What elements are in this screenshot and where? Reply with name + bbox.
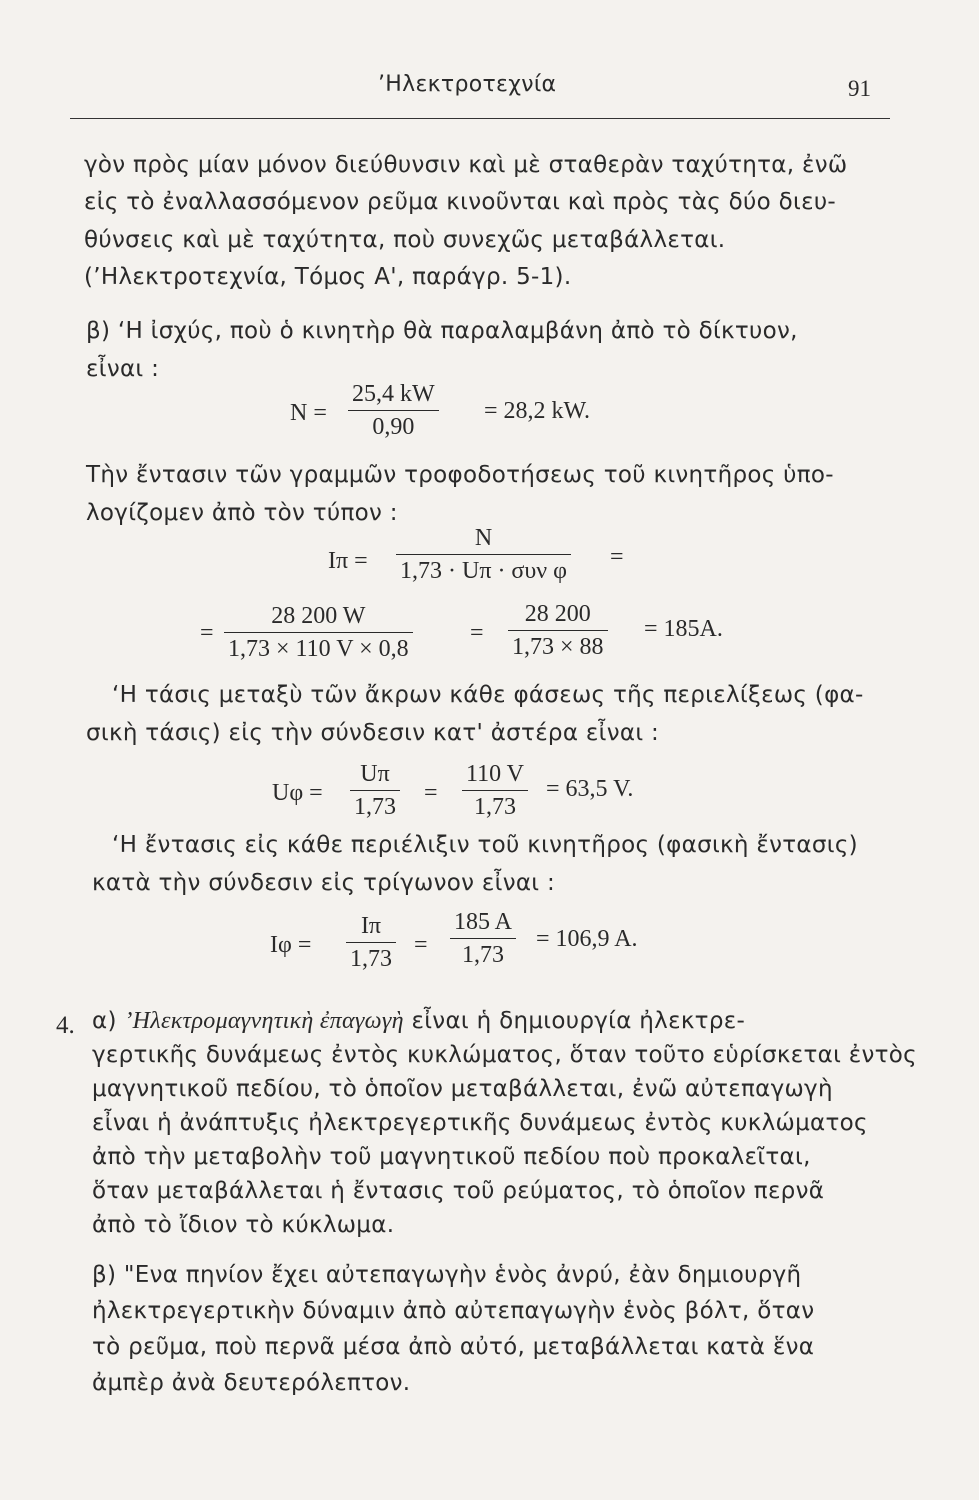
eq2-numerator: N [474, 525, 493, 551]
eq5-rhs: = 106,9 A. [536, 926, 638, 952]
para2-line2: εἶναι : [86, 356, 160, 382]
section4b-line1: β) "Ενα πηνίον ἔχει αὐτεπαγωγὴν ἑνὸς ἀνρύ, ἐὰν δημιουργῆ [92, 1262, 802, 1288]
eq3-denominator2: 1,73 × 88 [512, 634, 604, 660]
eq1-lhs: N = [290, 400, 327, 426]
eq5-numerator2: 185 A [454, 909, 513, 935]
eq5-denominator2: 1,73 [462, 942, 504, 968]
eq5-fraction1 [346, 914, 396, 971]
section4b-line2: ἠλεκτρεγερτικὴν δύναμιν ἀπὸ αὐτεπαγωγὴν ἑνὸς βόλτ, ὅταν [92, 1298, 815, 1324]
para5-line1: ‘Η ἔντασις εἰς κάθε περιέλιξιν τοῦ κινητῆρος (φασικὴ ἔντασις) [112, 832, 858, 858]
para4-line2: σικὴ τάσις) εἰς τὴν σύνδεσιν κατ' ἀστέρα εἶναι : [86, 720, 660, 746]
eq2-lhs: Iπ = [328, 548, 368, 574]
eq4-denominator2: 1,73 [474, 794, 516, 820]
header-rule [70, 118, 890, 119]
eq1-fraction [348, 382, 439, 439]
eq2-rhs: = [610, 544, 624, 570]
eq3-fraction2 [508, 602, 608, 659]
section4a-line1-rest: εἶναι ἡ δημιουργία ἠλεκτρε- [411, 1008, 746, 1034]
eq2-denominator: 1,73 · Uπ · συν φ [400, 558, 567, 584]
eq5-fraction2 [450, 910, 516, 967]
para3-line2: λογίζομεν ἀπὸ τὸν τύπον : [86, 500, 398, 526]
eq5-lhs: Iφ = [270, 932, 312, 958]
para3-line1: Τὴν ἔντασιν τῶν γραμμῶν τροφοδοτήσεως τοῦ κινητῆρος ὑπο- [86, 462, 834, 488]
eq3-denominator1: 1,73 × 110 V × 0,8 [228, 636, 409, 662]
eq3-numerator2: 28 200 [524, 601, 591, 627]
eq1-denominator: 0,90 [372, 414, 415, 440]
eq5-mid-equals: = [414, 932, 428, 958]
eq3-fraction1 [224, 604, 413, 661]
eq3-mid-equals: = [470, 620, 484, 646]
section4a-line3: μαγνητικοῦ πεδίου, τὸ ὁποῖον μεταβάλλεται, ἐνῶ αὐτεπαγωγὴ [92, 1076, 833, 1102]
eq2-fraction [396, 526, 571, 583]
section4a-line4: εἶναι ἡ ἀνάπτυξις ἠλεκτρεγερτικῆς δυνάμεως ἐντὸς κυκλώματος [92, 1110, 868, 1136]
eq1-rhs: = 28,2 kW. [484, 398, 590, 424]
eq5-numerator1: Iπ [360, 913, 382, 939]
section4a-label: α) [92, 1008, 117, 1034]
eq5-denominator1: 1,73 [350, 946, 392, 972]
eq4-numerator2: 110 V [466, 761, 525, 787]
section4b-line4: ἀμπὲρ ἀνὰ δευτερόλεπτον. [92, 1370, 411, 1396]
para5-line2: κατὰ τὴν σύνδεσιν εἰς τρίγωνον εἶναι : [92, 870, 556, 896]
eq3-lhs: = [200, 620, 214, 646]
section4a-line1 [92, 1008, 745, 1035]
eq3-rhs: = 185A. [644, 616, 723, 642]
eq1-numerator: 25,4 kW [352, 381, 435, 407]
eq4-numerator1: Uπ [360, 761, 390, 787]
eq4-fraction1 [350, 762, 400, 819]
eq4-lhs: Uφ = [272, 780, 323, 806]
section4a-line7: ἀπὸ τὸ ἴδιον τὸ κύκλωμα. [92, 1212, 395, 1238]
section4a-line5: ἀπὸ τὴν μεταβολὴν τοῦ μαγνητικοῦ πεδίου ποὺ προκαλεῖται, [92, 1144, 811, 1170]
para1-line1: γὸν πρὸς μίαν μόνον διεύθυνσιν καὶ μὲ σταθερὰν ταχύτητα, ἐνῶ [84, 152, 848, 178]
running-header-title: ’Ηλεκτροτεχνία [378, 72, 557, 97]
eq3-numerator1: 28 200 W [271, 603, 366, 629]
para1-line4: (’Ηλεκτροτεχνία, Τόμος Α', παράγρ. 5-1). [84, 264, 572, 290]
para4-line1: ‘Η τάσις μεταξὺ τῶν ἄκρων κάθε φάσεως τῆς περιελίξεως (φα- [112, 682, 864, 708]
section4a-term: ’Ηλεκτρομαγνητικὴ ἐπαγωγὴ [124, 1008, 404, 1034]
para1-line3: θύνσεις καὶ μὲ ταχύτητα, ποὺ συνεχῶς μεταβάλλεται. [84, 227, 726, 253]
eq4-denominator1: 1,73 [354, 794, 396, 820]
section4a-line6: ὅταν μεταβάλλεται ἡ ἔντασις τοῦ ρεύματος, τὸ ὁποῖον περνᾶ [92, 1178, 825, 1204]
section-number: 4. [56, 1012, 75, 1039]
para2-line1: β) ‘Η ἰσχύς, ποὺ ὁ κινητὴρ θὰ παραλαμβάνη ἀπὸ τὸ δίκτυον, [86, 318, 798, 344]
para1-line2: εἰς τὸ ἐναλλασσόμενον ρεῦμα κινοῦνται καὶ πρὸς τὰς δύο διευ- [84, 189, 837, 215]
section4b-line3: τὸ ρεῦμα, ποὺ περνᾶ μέσα ἀπὸ αὐτό, μεταβάλλεται κατὰ ἕνα [92, 1334, 815, 1360]
page-number: 91 [848, 76, 871, 101]
section4a-line2: γερτικῆς δυνάμεως ἐντὸς κυκλώματος, ὅταν τοῦτο εὑρίσκεται ἐντὸς [92, 1042, 917, 1068]
eq4-fraction2 [462, 762, 528, 819]
eq4-rhs: = 63,5 V. [546, 776, 634, 802]
eq4-mid-equals: = [424, 780, 438, 806]
